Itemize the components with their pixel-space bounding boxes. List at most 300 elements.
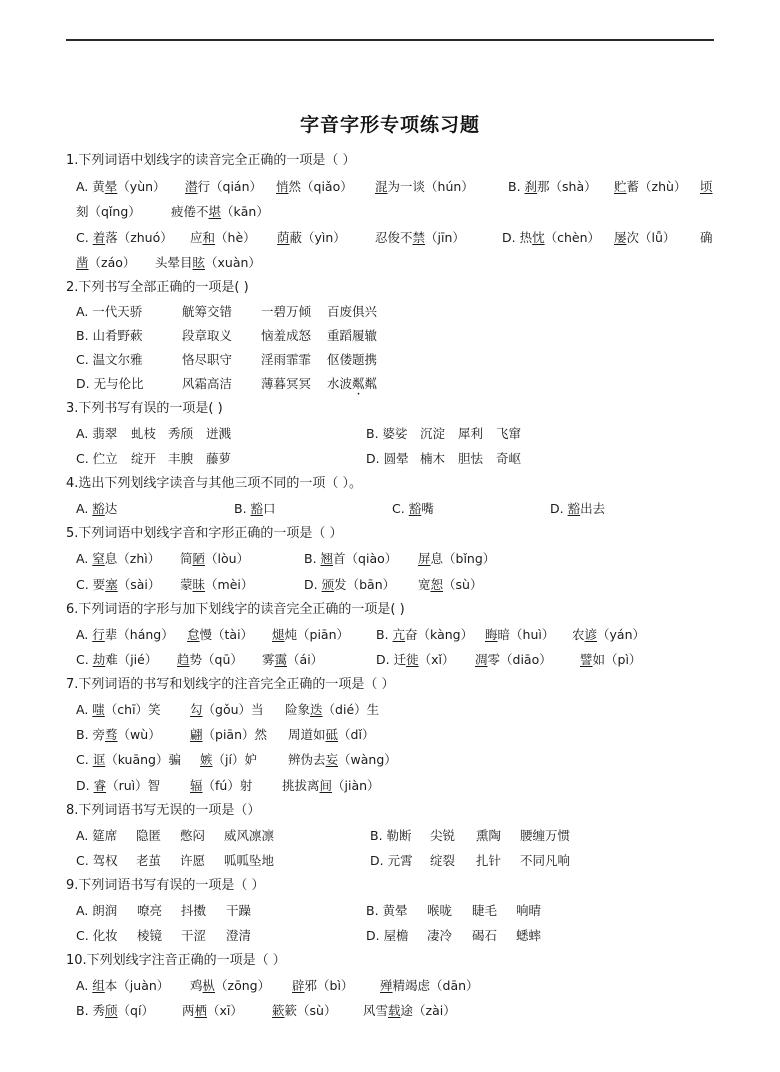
text-segment: （ái）: [287, 652, 324, 667]
header-rule: [66, 39, 714, 41]
text-segment: 势（qū）: [189, 652, 243, 667]
option-item: [185, 178, 262, 196]
option-item: [366, 902, 408, 920]
option-item: [180, 827, 205, 845]
text-segment: B.: [304, 551, 321, 566]
text-segment: （kān）: [221, 204, 269, 219]
text-segment: 9.下列词语书写有误的一项是（ ）: [66, 878, 265, 893]
text-segment: 粼: [364, 376, 378, 391]
option-item: [327, 327, 377, 345]
underlined-char: 迭: [310, 702, 323, 717]
underlined-char: 簌: [272, 1003, 285, 1018]
option-item: [224, 852, 274, 870]
option-item: [366, 927, 409, 945]
option-item: [277, 229, 346, 247]
option-item: [182, 327, 232, 345]
underlined-char: 翩: [190, 727, 203, 742]
question-text: [66, 877, 265, 895]
option-item: [420, 450, 445, 468]
text-segment: D.: [550, 501, 568, 516]
underlined-char: 诓: [92, 752, 106, 767]
underlined-char: 豁: [250, 501, 264, 516]
text-segment: 辈（háng）: [104, 627, 174, 642]
text-segment: 息（bǐng）: [430, 551, 496, 566]
text-segment: （lòu）: [205, 551, 250, 566]
option-item: [282, 777, 380, 795]
text-segment: 淫雨霏霏: [261, 352, 312, 367]
underlined-char: 豁: [567, 501, 581, 516]
text-segment: （xī）: [207, 1003, 243, 1018]
option-item: [76, 254, 135, 272]
text-segment: 犀利: [458, 426, 484, 441]
underlined-char: 嗤: [92, 702, 105, 717]
underlined-char: 悄: [276, 179, 289, 194]
text-segment: 简: [180, 551, 193, 566]
option-item: [262, 651, 323, 669]
underlined-char: 塞: [105, 577, 118, 592]
text-segment: （dié）生: [322, 702, 380, 717]
option-item: [76, 425, 117, 443]
question-text: [66, 475, 362, 493]
underlined-char: 翘: [320, 551, 334, 566]
underlined-char: 豁: [408, 501, 422, 516]
option-item: [182, 303, 232, 321]
text-segment: 头晕目: [155, 255, 193, 270]
text-segment: 水波: [327, 376, 353, 391]
text-segment: 澄清: [226, 928, 252, 943]
underlined-char: 妄: [325, 752, 339, 767]
underlined-char: 忱: [532, 230, 545, 245]
underlined-char: 和: [202, 230, 216, 245]
underlined-char: 勾: [190, 702, 203, 717]
text-segment: 刻（qǐng）: [76, 204, 141, 219]
option-item: [375, 178, 474, 196]
question-text: [66, 952, 286, 970]
text-segment: B. 婆娑: [366, 426, 408, 441]
text-segment: 蟋蟀: [516, 928, 542, 943]
text-segment: 落（zhuó）: [105, 230, 173, 245]
text-segment: 难（jié）: [105, 652, 158, 667]
option-item: [288, 726, 374, 744]
option-item: [472, 902, 497, 920]
text-segment: 簌（sù）: [284, 1003, 337, 1018]
text-segment: （qí）: [117, 1003, 154, 1018]
underlined-char: 顷: [700, 179, 713, 194]
option-item: [292, 977, 353, 995]
underlined-char: 谚: [584, 627, 598, 642]
text-segment: 秀颀: [168, 426, 194, 441]
option-item: [261, 303, 311, 321]
option-item: [76, 701, 161, 719]
option-item: [288, 751, 397, 769]
option-item: [475, 651, 552, 669]
text-segment: 辨伪去: [288, 752, 326, 767]
option-item: [168, 425, 193, 443]
text-segment: 老茧: [136, 853, 162, 868]
option-item: [131, 450, 156, 468]
text-segment: 熏陶: [476, 828, 502, 843]
text-segment: 险象: [285, 702, 311, 717]
option-item: [700, 229, 713, 247]
question-text: [66, 525, 343, 543]
text-segment: 飞窜: [496, 426, 522, 441]
option-item: [430, 852, 455, 870]
underlined-char: 凿: [76, 255, 89, 270]
option-item: [76, 777, 160, 795]
text-segment: （chī）笑: [104, 702, 161, 717]
option-item: [370, 827, 412, 845]
text-segment: 为一谈（hún）: [387, 179, 474, 194]
option-item: [226, 902, 251, 920]
text-segment: B. 黄晕: [366, 903, 408, 918]
text-segment: 两: [182, 1003, 195, 1018]
text-segment: 一碧万倾: [261, 304, 312, 319]
underlined-char: 趋: [177, 652, 190, 667]
text-segment: （sài）: [117, 577, 161, 592]
option-item: [304, 576, 395, 594]
underlined-char: 譬: [580, 652, 593, 667]
text-segment: 丰腴: [168, 451, 194, 466]
text-segment: A.: [76, 627, 93, 642]
option-item: [182, 375, 232, 393]
option-item: [76, 927, 118, 945]
underlined-char: 亢: [392, 627, 406, 642]
option-item: [181, 927, 206, 945]
text-segment: （wàng）: [338, 752, 397, 767]
text-segment: 虬枝: [131, 426, 157, 441]
option-item: [272, 626, 349, 644]
dotted-char: 粼: [352, 376, 365, 391]
option-item: [327, 351, 377, 369]
text-segment: 喉咙: [427, 903, 453, 918]
underlined-char: 潜: [185, 179, 198, 194]
option-item: [155, 254, 261, 272]
option-item: [476, 852, 501, 870]
underlined-char: 贮: [614, 179, 627, 194]
underlined-char: 嫉: [200, 752, 213, 767]
option-item: [261, 375, 311, 393]
text-segment: 隐匿: [136, 828, 162, 843]
text-segment: 8.下列词语书写无误的一项是（）: [66, 803, 261, 818]
text-segment: （piān）然: [202, 727, 268, 742]
text-segment: A.: [76, 978, 93, 993]
text-segment: 憋闷: [180, 828, 206, 843]
option-item: [190, 229, 256, 247]
text-segment: A.: [76, 702, 93, 717]
text-segment: C.: [76, 652, 93, 667]
option-item: [261, 327, 311, 345]
option-item: [76, 375, 144, 393]
underlined-char: 堪: [208, 204, 222, 219]
text-segment: 响晴: [516, 903, 542, 918]
underlined-char: 刹: [524, 179, 538, 194]
page-title: 字音字形专项练习题: [299, 114, 480, 136]
option-item: [76, 178, 166, 196]
text-segment: 10.下列划线字注音正确的一项是（ ）: [66, 953, 286, 968]
text-segment: 确: [700, 230, 713, 245]
text-segment: 凄冷: [427, 928, 453, 943]
option-item: [76, 229, 173, 247]
text-segment: 威风凛凛: [224, 828, 275, 843]
underlined-char: 间: [319, 778, 333, 793]
option-item: [171, 203, 269, 221]
text-segment: （záo）: [88, 255, 136, 270]
text-segment: B. 勒断: [370, 828, 412, 843]
option-item: [76, 450, 118, 468]
text-segment: （fú）射: [202, 778, 253, 793]
text-segment: 风霜高洁: [182, 376, 233, 391]
text-segment: 蔽（yìn）: [289, 230, 346, 245]
option-item: [502, 229, 600, 247]
option-item: [261, 351, 311, 369]
text-segment: （jiàn）: [332, 778, 380, 793]
underlined-char: 着: [92, 230, 106, 245]
text-segment: 扎针: [476, 853, 502, 868]
text-segment: A.: [76, 501, 93, 516]
option-item: [182, 1002, 243, 1020]
text-segment: 腰缠万惯: [520, 828, 571, 843]
option-item: [476, 827, 501, 845]
text-segment: 次（lǚ）: [626, 230, 676, 245]
option-item: [224, 827, 274, 845]
option-item: [180, 852, 205, 870]
text-segment: （zōng）: [215, 978, 271, 993]
underlined-char: 颀: [105, 1003, 118, 1018]
text-segment: （xuàn）: [205, 255, 261, 270]
text-segment: D. 无与伦比: [76, 376, 144, 391]
text-segment: 慢（tài）: [199, 627, 254, 642]
text-segment: C. 驾权: [76, 853, 118, 868]
text-segment: 那（shà）: [537, 179, 597, 194]
text-segment: B. 旁: [76, 727, 106, 742]
text-segment: 棱镜: [137, 928, 163, 943]
option-item: [136, 852, 161, 870]
option-item: [496, 450, 521, 468]
text-segment: 干涩: [181, 928, 207, 943]
text-segment: 然（qiǎo）: [288, 179, 353, 194]
option-item: [550, 500, 605, 518]
question-text: [66, 601, 405, 619]
text-segment: 达: [104, 501, 118, 516]
text-segment: 许愿: [180, 853, 206, 868]
text-segment: C. 要: [76, 577, 106, 592]
option-item: [272, 1002, 336, 1020]
option-item: [370, 852, 413, 870]
text-segment: A. 一代天骄: [76, 304, 143, 319]
option-item: [363, 1002, 456, 1020]
underlined-char: 煺: [272, 627, 285, 642]
option-item: [190, 777, 252, 795]
option-item: [76, 852, 118, 870]
text-segment: D. 屋檐: [366, 928, 409, 943]
text-segment: （ruì）智: [106, 778, 161, 793]
option-item: [136, 827, 161, 845]
underlined-char: 枞: [202, 978, 216, 993]
option-item: [76, 751, 181, 769]
underlined-char: 晦: [485, 627, 498, 642]
text-segment: A. 翡翠: [76, 426, 118, 441]
text-segment: D. 元霄: [370, 853, 413, 868]
underlined-char: 豁: [92, 501, 105, 516]
option-item: [376, 626, 473, 644]
option-item: [614, 229, 675, 247]
underlined-char: 晕: [104, 179, 118, 194]
text-segment: 炖（piān）: [284, 627, 350, 642]
text-segment: （mèi）: [205, 577, 254, 592]
text-segment: C. 化妆: [76, 928, 118, 943]
text-segment: 嘴: [421, 501, 434, 516]
text-segment: （xǐ）: [418, 652, 455, 667]
text-segment: C. 温文尔雅: [76, 352, 143, 367]
option-item: [520, 852, 570, 870]
text-segment: 2.下列书写全部正确的一项是( ): [66, 280, 249, 295]
option-item: [177, 651, 243, 669]
text-segment: B. 秀: [76, 1003, 106, 1018]
text-segment: 4.选出下列划线字读音与其他三项不同的一项（ ）。: [66, 476, 363, 491]
option-item: [76, 626, 174, 644]
text-segment: 抖擞: [181, 903, 207, 918]
underlined-char: 颁: [321, 577, 335, 592]
text-segment: A. 朗润: [76, 903, 118, 918]
option-item: [76, 1002, 154, 1020]
underlined-char: 昧: [192, 577, 206, 592]
text-segment: 觥筹交错: [182, 304, 233, 319]
text-segment: 出去: [580, 501, 606, 516]
text-segment: 重蹈履辙: [327, 328, 378, 343]
text-segment: 精竭虑（dān）: [392, 978, 479, 993]
option-item: [458, 425, 483, 443]
underlined-char: 屡: [614, 230, 627, 245]
text-segment: （wù）: [117, 727, 161, 742]
option-item: [327, 375, 377, 398]
underlined-char: 混: [375, 179, 388, 194]
underlined-char: 眩: [192, 255, 206, 270]
text-segment: 暗（huì）: [497, 627, 555, 642]
underlined-char: 砥: [325, 727, 339, 742]
underlined-char: 陋: [192, 551, 206, 566]
option-item: [76, 902, 117, 920]
text-segment: 6.下列词语的字形与加下划线字的读音完全正确的一项是( ): [66, 602, 405, 617]
text-segment: 绽裂: [430, 853, 456, 868]
underlined-char: 骛: [105, 727, 118, 742]
option-item: [187, 626, 253, 644]
option-item: [366, 425, 408, 443]
option-item: [496, 425, 521, 443]
option-item: [206, 450, 231, 468]
text-segment: 风雪: [363, 1003, 389, 1018]
text-segment: 应: [190, 230, 203, 245]
text-segment: 5.下列词语中划线字音和字形正确的一项是（ ）: [66, 526, 343, 541]
text-segment: 发（bān）: [334, 577, 396, 592]
underlined-char: 荫: [277, 230, 290, 245]
option-item: [76, 827, 117, 845]
option-item: [516, 902, 541, 920]
option-item: [76, 651, 157, 669]
option-item: [472, 927, 497, 945]
text-segment: 藤萝: [206, 451, 232, 466]
text-segment: （yán）: [597, 627, 646, 642]
text-segment: 迸溅: [206, 426, 232, 441]
text-segment: 蒙: [180, 577, 193, 592]
text-segment: 绽开: [131, 451, 157, 466]
option-item: [137, 927, 162, 945]
underlined-char: 窒: [92, 551, 105, 566]
question-text: [66, 802, 260, 820]
option-item: [76, 327, 143, 345]
option-item: [516, 927, 541, 945]
option-item: [181, 902, 206, 920]
underlined-char: 徙: [406, 652, 419, 667]
text-segment: 7.下列词语的书写和划线字的注音完全正确的一项是（ ）: [66, 677, 395, 692]
option-item: [76, 977, 169, 995]
text-segment: （kuāng）骗: [105, 752, 181, 767]
text-segment: 段章取义: [182, 328, 233, 343]
text-segment: A. 筵席: [76, 828, 118, 843]
underlined-char: 栖: [194, 1003, 208, 1018]
option-item: [520, 827, 570, 845]
text-segment: 沉淀: [420, 426, 446, 441]
text-segment: D.: [76, 778, 94, 793]
text-segment: （gǒu）当: [202, 702, 264, 717]
option-item: [190, 701, 264, 719]
option-item: [76, 550, 160, 568]
text-segment: D. 圆晕: [366, 451, 409, 466]
text-segment: 奇岖: [496, 451, 522, 466]
underlined-char: 怠: [187, 627, 200, 642]
text-segment: （jí）妒: [212, 752, 257, 767]
option-item: [76, 726, 161, 744]
text-segment: 嘹亮: [137, 903, 163, 918]
question-text: [66, 152, 356, 170]
underlined-char: 恕: [430, 577, 444, 592]
option-item: [327, 303, 377, 321]
text-segment: （yùn）: [117, 179, 166, 194]
text-segment: 疲倦不: [171, 204, 209, 219]
text-segment: D.: [304, 577, 322, 592]
underlined-char: 屏: [418, 551, 431, 566]
text-segment: 百废俱兴: [327, 304, 378, 319]
text-segment: （jīn）: [425, 230, 465, 245]
underlined-char: 载: [388, 1003, 401, 1018]
underlined-char: 禁: [412, 230, 426, 245]
option-item: [375, 229, 465, 247]
text-segment: 恼羞成怒: [261, 328, 312, 343]
text-segment: 行（qián）: [197, 179, 263, 194]
option-item: [180, 576, 253, 594]
text-segment: （dǐ）: [338, 727, 375, 742]
text-segment: 挑拔离: [282, 778, 320, 793]
text-segment: 如（pì）: [592, 652, 642, 667]
text-segment: C.: [392, 501, 409, 516]
question-text: [66, 279, 249, 297]
option-item: [580, 651, 641, 669]
underlined-char: 霭: [274, 652, 288, 667]
option-item: [366, 450, 409, 468]
option-item: [458, 450, 483, 468]
option-item: [427, 902, 452, 920]
option-item: [304, 550, 397, 568]
question-text: [66, 400, 223, 418]
underlined-char: 辐: [190, 778, 203, 793]
text-segment: 睫毛: [472, 903, 498, 918]
option-item: [76, 351, 143, 369]
option-item: [234, 500, 276, 518]
text-segment: （sù）: [443, 577, 483, 592]
option-item: [285, 701, 379, 719]
option-item: [420, 425, 445, 443]
text-segment: （hè）: [215, 230, 256, 245]
option-item: [485, 626, 554, 644]
